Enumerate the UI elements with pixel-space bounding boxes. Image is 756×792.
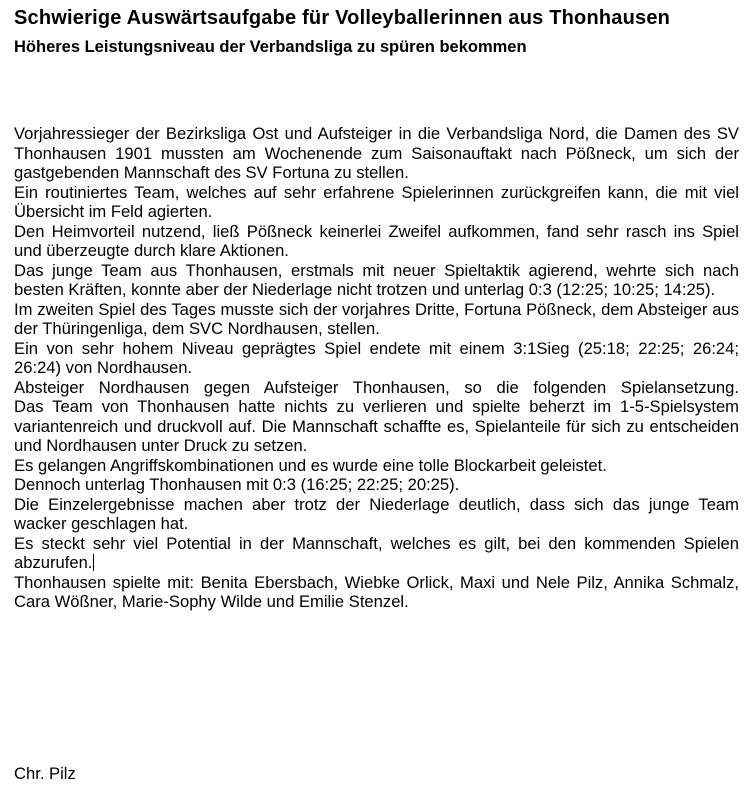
paragraph-attack-combinations: Es gelangen Angriffskombinationen und es wurde eine tolle Blockarbeit geleistet. (14, 455, 607, 475)
article-title: Schwierige Auswärtsaufgabe für Volleyballerinnen aus Thonhausen (14, 7, 671, 29)
author-signature: Chr. Pilz (14, 764, 76, 783)
paragraph-team-description: Ein routiniertes Team, welches auf sehr erfahrene Spielerinnen zurückgreifen kann, die mit viel Übersicht im Feld agierten. (14, 182, 739, 221)
paragraph-individual-results: Die Einzelergebnisse machen aber trotz der Niederlage deutlich, dass sich das junge Team wacker geschlagen hat. (14, 494, 739, 533)
paragraph-potential (14, 534, 739, 573)
article-body (14, 124, 739, 612)
paragraph-home-advantage: Den Heimvorteil nutzend, ließ Pößneck keinerlei Zweifel aufkommen, fand sehr rasch ins Spiel und überzeugte durch klare Aktionen. (14, 221, 739, 260)
paragraph-first-match-result: Das junge Team aus Thonhausen, erstmals mit neuer Spieltaktik agierend, wehrte sich nach besten Kräften, konnte aber der Niederlage nicht trotzen und unterlag 0:3 (12:25; 10:25; 14:25). (14, 260, 739, 299)
paragraph-thonhausen-play: Das Team von Thonhausen hatte nichts zu verlieren und spielte beherzt im 1-5-Spielsystem variantenreich und druckvoll auf. Die Mannschaft schaffte es, Spielanteile für sich zu entscheiden und Nordhausen unter Druck zu setzen. (14, 397, 739, 455)
paragraph-third-match-result: Dennoch unterlag Thonhausen mit 0:3 (16:25; 22:25; 20:25). (14, 475, 460, 494)
paragraph-potential-text: Es steckt sehr viel Potential in der Mannschaft, welches es gilt, bei den kommenden Spielen abzurufen. (14, 533, 739, 572)
paragraph-pairing (14, 378, 739, 398)
text-cursor (93, 554, 94, 571)
paragraph-lineup: Thonhausen spielte mit: Benita Ebersbach, Wiebke Orlick, Maxi und Nele Pilz, Annika Schmalz, Cara Wößner, Marie-Sophy Wilde und Emilie Stenzel. (14, 572, 739, 611)
paragraph-intro: Vorjahressieger der Bezirksliga Ost und Aufsteiger in die Verbandsliga Nord, die Damen des SV Thonhausen 1901 mussten am Wochenende zum Saisonauftakt nach Pößneck, um sich der gastgebenden Mannschaft des SV Fortuna zu stellen. (14, 124, 739, 182)
paragraph-second-match-intro: Im zweiten Spiel des Tages musste sich der vorjahres Dritte, Fortuna Pößneck, dem Absteiger aus der Thüringenliga, dem SVC Nordhausen, stellen. (14, 299, 739, 338)
article-subtitle: Höheres Leistungsniveau der Verbandsliga zu spüren bekommen (14, 38, 527, 56)
paragraph-pairing-text: Absteiger Nordhausen gegen Aufsteiger Thonhausen, so die folgenden Spielansetzung. (14, 377, 739, 397)
paragraph-second-match-result: Ein von sehr hohem Niveau geprägtes Spiel endete mit einem 3:1Sieg (25:18; 22:25; 26:24; 26:24) von Nordhausen. (14, 338, 739, 377)
